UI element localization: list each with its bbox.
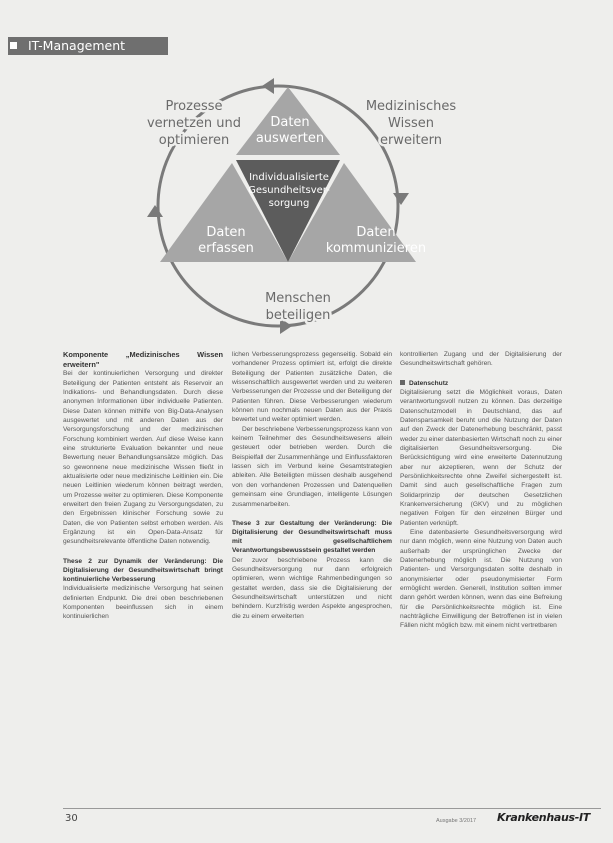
triangle-left-label-1: Daten: [206, 225, 246, 240]
page-number: 30: [65, 813, 78, 824]
journal-logo: Krankenhaus-IT: [497, 811, 591, 824]
outer-label-right-3: erweitern: [379, 133, 443, 148]
triangle-center-label-3: sorgung: [268, 198, 310, 209]
triangle-center-label-2: Gesundheitsver-: [248, 185, 330, 196]
header-square-icon: [10, 42, 17, 49]
outer-label-bottom-1: Menschen: [265, 291, 331, 306]
column-1-heading: Komponente „Medizinisches Wissen erweitern": [63, 350, 223, 369]
column-1-paragraph-1: Bei der kontinuierlichen Versorgung und direkter Beteiligung der Patienten entsteht als Reservoir an Indikations- und Behandlungsdaten. Durch diese anonymen Informationen über individuelle Patienten. Diese Daten können mithilfe von Big-Data-Analysen ausgewertet und mit anderen Daten aus der Versorgungsforschung und der medizinischen Forschung kombiniert werden. Auf diese Weise kann eine strukturierte Evaluation bekannter und neue Bewertung neuer Behandlungsansätze möglich. Das so gewonnene neue medizinische Wissen fließt in aktualisierte oder neue medizinische Leitlinien ein. Die neuen Leitlinien wiederum können beitragt werden, um Prozesse weiter zu optimieren. Diese Komponente erweitert den freien Zugang zu Versorgungsdaten, zu den Ergebnissen klinischer Forschung sowie zu Daten, die von Patienten selbst erhoben werden. Als Ergänzung ist ein Open-Data-Ansatz für gesundheitsrelevante öffentliche Daten notwendig.: [63, 370, 223, 546]
outer-label-left-1: Prozesse: [165, 99, 223, 114]
column-2-paragraph-1: lichen Verbesserungsprozess gegenseitig. Sobald ein vorhandener Prozess optimiert ist, erfolgt die direkte Beteiligung der Patienten zusätzliche Daten, die wissenschaftlich ausgewertet werden und zu weiteren Verbesserungen der Prozesse und der Beteiligung der Patienten führen. Diese Verbesserungen wiederum können nun nochmals neuen Daten aus der Praxis bewertet und weiter optimiert werden.: [232, 351, 392, 424]
column-3: [400, 350, 562, 631]
column-2-paragraph-3: Der zuvor beschriebene Prozess kann die Gesundheitsversorgung nur dann erfolgreich optimieren, wenn wichtige Rahmenbedingungen so gestaltet werden, dass sie die Digitalisierung der Gesundheitswirtschaft unterstützen und nicht behindern. Kurzfristig werden Aspekte angesprochen, die zu einem erweiterten: [232, 556, 392, 620]
arrow-top-icon: [262, 78, 274, 94]
section-header: [8, 37, 168, 55]
outer-label-right-2: Wissen: [388, 116, 434, 131]
issue-label: Ausgabe 3/2017: [436, 818, 477, 824]
column-3-bullet-heading: [400, 379, 562, 388]
outer-label-right-1: Medizinisches: [365, 99, 457, 114]
outer-label-left-2: vernetzen und: [146, 116, 242, 131]
triangle-right-label-1: Daten: [356, 225, 396, 240]
footer-divider: [63, 808, 601, 809]
column-3-paragraph-2: Digitalisierung setzt die Möglichkeit voraus, Daten verantwortungsvoll nutzen zu können. Das derzeitige Datenschutzmodell in Deutschland, das auf Datensparsamkeit beruht und die Nutzung der Daten auf den Zweck der Datenerhebung beschränkt, passt weder zu einer datenbasierten Wirtschaft noch zu einer digitalisierten Gesundheitsversorgung. Die Berücksichtigung wird eine erweiterte Datennutzung aber nur akzeptieren, wenn der Schutz der Persönlichkeitsrechte ohne Zweifel sichergestellt ist. Damit sind auch gesellschaftliche Fragen zum Solidarprinzip der deutschen Gesetzlichen Krankenversicherung (GKV) und zu möglichen negativen Folgen für den einzelnen Bürger und Patienten verknüpft.: [400, 388, 562, 527]
column-2: [232, 350, 392, 621]
process-diagram: [0, 60, 613, 350]
outer-label-bottom-2: beteiligen: [265, 308, 331, 323]
column-2-paragraph-2: Der beschriebene Verbesserungsprozess kann von keinem Teilnehmer des Gesundheitswesens allein gesteuert oder betrieben werden. Durch die Beispielfall der Zusammenhänge und Einflussfaktoren lassen sich im Verbund keine Gesamtstrategien ableiten. Alle Beteiligten müssen deshalb ausgehend von den vorhandenen Prozessen und Datenquellen gemeinsam eine Grundlagen, intelligente Lösungen zusammenarbeiten.: [232, 425, 392, 508]
column-3-paragraph-3: Eine datenbasierte Gesundheitsversorgung wird nur dann möglich, wenn eine Nutzung von Daten auch außerhalb der ursprünglichen Zwecke der Datenerhebung möglich ist. Die Nutzung von Patienten- und Versorgungsdaten sollte deshalb in anonymisierter oder pseudonymisierter Form ermöglicht werden. Generell, Institution sollten immer dann gehört werden können, wenn das eine Befreiung für die Persönlichkeitsrechte möglich ist. Eine nachträgliche Einwilligung der Betroffenen ist in vielen Fällen nicht möglich bzw. mit einem nicht vertretbaren: [400, 529, 562, 630]
column-3-bullet-heading-text: Datenschutz: [409, 379, 449, 387]
triangle-top-label-2: auswerten: [255, 131, 325, 146]
arrow-left-icon: [147, 205, 163, 217]
bullet-square-icon: [400, 380, 405, 385]
column-3-paragraph-1: kontrollierten Zugang und der Digitalisierung der Gesundheitswirtschaft gehören.: [400, 351, 562, 368]
column-1: [63, 350, 223, 622]
triangle-center-label-1: Individualisierte: [249, 172, 329, 183]
triangle-top-label-1: Daten: [270, 115, 310, 130]
column-1-subheading: These 2 zur Dynamik der Veränderung: Die Digitalisierung der Gesundheitswirtschaft bringt kontinuierliche Verbesserung: [63, 557, 223, 584]
section-header-label: IT-Management: [28, 38, 126, 53]
triangle-right-label-2: kommunizieren: [325, 241, 427, 256]
outer-label-left-3: optimieren: [158, 133, 230, 148]
arrow-right-icon: [393, 193, 409, 205]
column-2-subheading: These 3 zur Gestaltung der Veränderung: Die Digitalisierung der Gesundheitswirtschaft muss mit gesellschaftlichem Verantwortungsbewusstsein gestaltet werden: [232, 519, 392, 555]
column-1-paragraph-2: Individualisierte medizinische Versorgung hat seinen definierten Endpunkt. Die drei oben beschriebenen Komponenten beeinflussen sich in einem kontinuierlichen: [63, 585, 223, 621]
triangle-left-label-2: erfassen: [198, 241, 254, 256]
